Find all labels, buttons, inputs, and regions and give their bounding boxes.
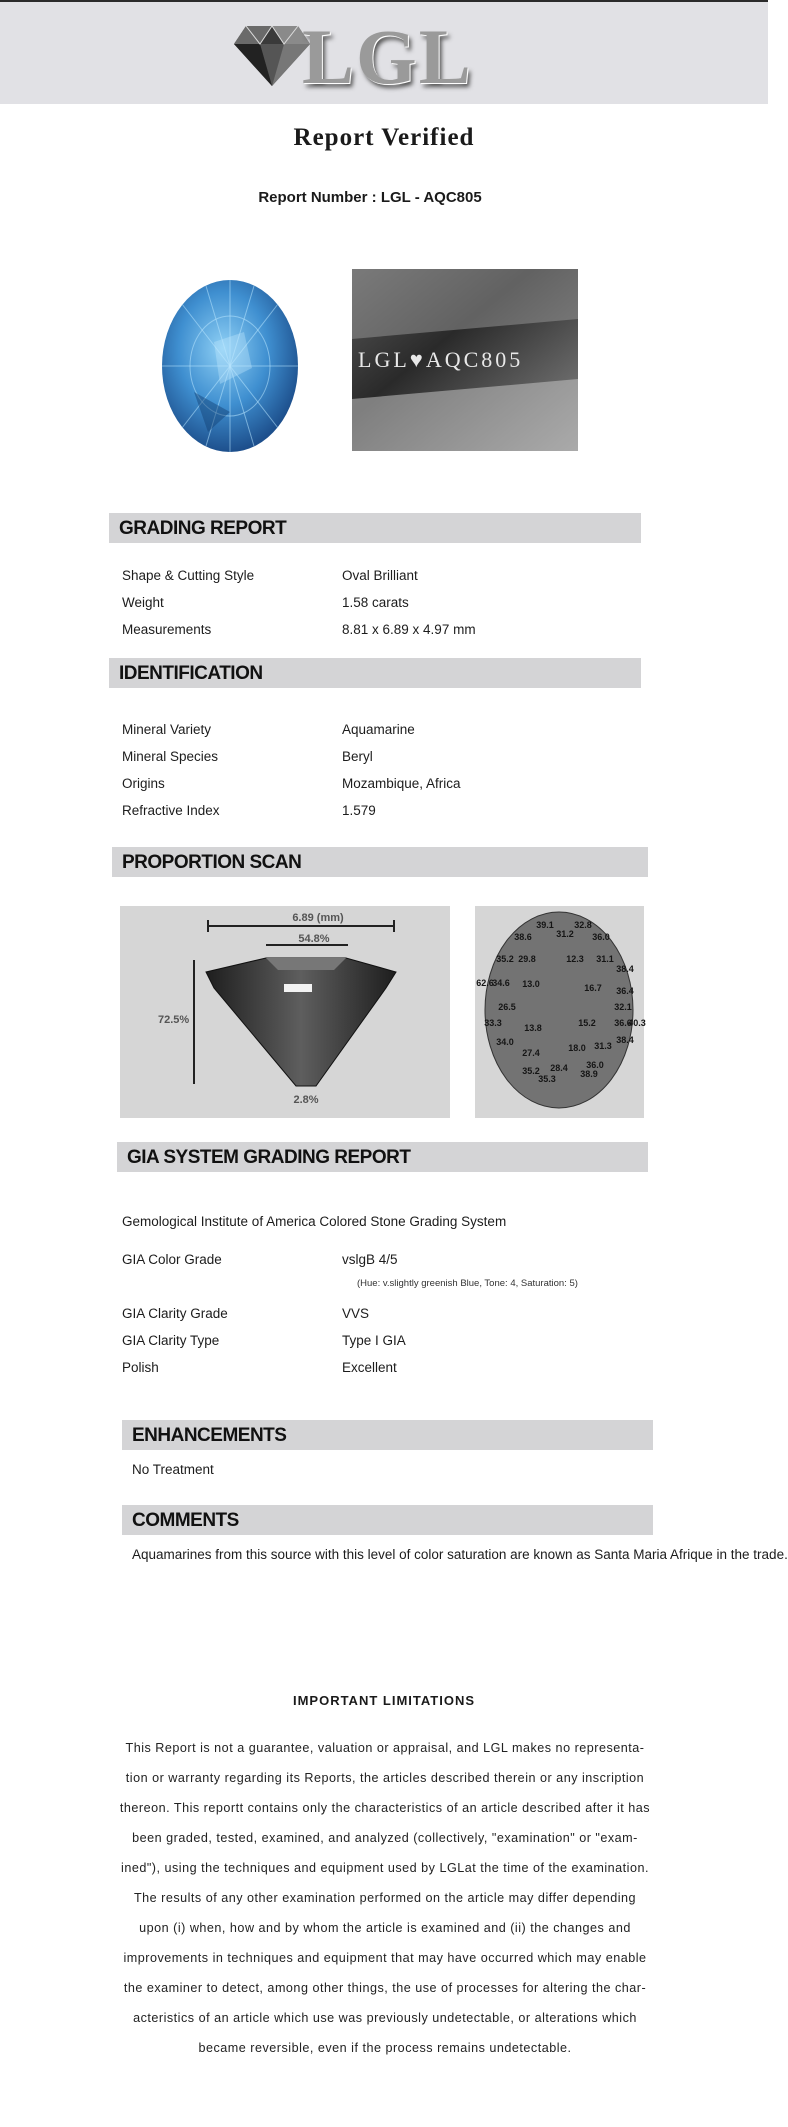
limitations-line: acteristics of an article which use was previously undetectable, or alterations which <box>133 2011 637 2025</box>
row-value: 8.81 x 6.89 x 4.97 mm <box>342 622 476 637</box>
row-label: Origins <box>122 776 165 791</box>
row-value: Beryl <box>342 749 373 764</box>
top-view-value: 38.4 <box>616 964 634 974</box>
profile-culet-label: 2.8% <box>293 1094 319 1106</box>
top-view-value: 12.3 <box>566 954 584 964</box>
row-label: Mineral Variety <box>122 722 212 737</box>
top-view-value: 35.3 <box>538 1074 556 1084</box>
row-label: Measurements <box>122 622 212 637</box>
comments-heading: COMMENTS <box>122 1505 653 1535</box>
top-view-value: 31.2 <box>556 929 574 939</box>
row-value: vslgB 4/5 <box>342 1252 398 1267</box>
inscription-text: LGL♥AQC805 <box>358 347 524 372</box>
row-label: GIA Color Grade <box>122 1252 222 1267</box>
row-label: Shape & Cutting Style <box>122 568 255 583</box>
limitations-heading: IMPORTANT LIMITATIONS <box>292 1693 476 1708</box>
top-view-value: 36.6 <box>614 1018 632 1028</box>
logo-text: LGL <box>302 13 473 100</box>
top-view-value: 38.4 <box>616 1035 634 1045</box>
row-value: Excellent <box>342 1360 397 1375</box>
profile-diagram <box>120 906 450 1118</box>
row-value: Type I GIA <box>342 1333 406 1348</box>
row-label: Weight <box>122 595 164 610</box>
limitations-line: thereon. This reportt contains only the characteristics of an article described after it has <box>119 1801 651 1815</box>
diamond-logo-icon <box>232 22 312 88</box>
comments-clip <box>0 1540 788 1570</box>
limitations-line: tion or warranty regarding its Reports, the articles described therein or any inscription <box>125 1771 645 1785</box>
grading-report-heading: GRADING REPORT <box>109 513 641 543</box>
header-bar <box>0 0 768 104</box>
row-value: Mozambique, Africa <box>342 776 461 791</box>
top-view-value: 35.2 <box>496 954 514 964</box>
laser-inscription-photo <box>352 269 578 451</box>
row-label: GIA Clarity Type <box>122 1333 220 1348</box>
limitations-line: became reversible, even if the process remains undetectable. <box>198 2041 572 2055</box>
identification-heading: IDENTIFICATION <box>109 658 641 688</box>
top-view-value: 31.1 <box>596 954 614 964</box>
top-view-value: 35.2 <box>522 1066 540 1076</box>
top-view-value: 36.0 <box>592 932 610 942</box>
profile-width-label: 6.89 (mm) <box>292 912 344 924</box>
row-value: Oval Brilliant <box>342 568 418 583</box>
row-value: 1.58 carats <box>342 595 409 610</box>
top-view-value: 38.9 <box>580 1069 598 1079</box>
top-view-value: 18.0 <box>568 1043 586 1053</box>
top-view-value: 34.0 <box>496 1037 514 1047</box>
limitations-line: been graded, tested, examined, and analyzed (collectively, "examination" or "exam- <box>132 1831 638 1845</box>
top-view-value: 27.4 <box>522 1048 540 1058</box>
top-view-value: 16.7 <box>584 983 602 993</box>
limitations-body <box>118 1733 652 2063</box>
row-value: 1.579 <box>342 803 376 818</box>
top-view-value: 36.4 <box>616 986 634 996</box>
top-view-value: 13.8 <box>524 1023 542 1033</box>
row-value: Aquamarine <box>342 722 415 737</box>
top-view-value: 62.6 <box>476 978 494 988</box>
enhancements-heading: ENHANCEMENTS <box>122 1420 653 1450</box>
limitations-line: improvements in techniques and equipment that may have occurred which may enable <box>123 1951 647 1965</box>
top-view-value: 34.6 <box>492 978 510 988</box>
top-view-value: 40.3 <box>628 1018 646 1028</box>
top-view-diagram <box>475 906 644 1118</box>
top-view-value: 28.4 <box>550 1063 568 1073</box>
profile-depth-label: 72.5% <box>158 1014 190 1026</box>
gia-heading: GIA SYSTEM GRADING REPORT <box>117 1142 648 1172</box>
profile-table-label: 54.8% <box>298 933 330 945</box>
top-view-value: 15.2 <box>578 1018 596 1028</box>
limitations-line: The results of any other examination performed on the article may differ depending <box>133 1891 637 1905</box>
gem-photo <box>134 272 326 460</box>
limitations-line: upon (i) when, how and by whom the article is examined and (ii) the changes and <box>139 1921 631 1935</box>
gia-color-note: (Hue: v.slightly greenish Blue, Tone: 4, Saturation: 5) <box>357 1278 578 1289</box>
proportion-scan-heading: PROPORTION SCAN <box>112 847 648 877</box>
top-view-value: 36.0 <box>586 1060 604 1070</box>
row-label: Refractive Index <box>122 803 220 818</box>
top-view-value: 29.8 <box>518 954 536 964</box>
row-label: GIA Clarity Grade <box>122 1306 228 1321</box>
limitations-line: the examiner to detect, among other things, the use of processes for altering the char- <box>123 1981 647 1995</box>
top-view-value: 13.0 <box>522 979 540 989</box>
top-view-value: 26.5 <box>498 1002 516 1012</box>
row-value: VVS <box>342 1306 370 1321</box>
top-view-value: 32.1 <box>614 1002 632 1012</box>
top-view-value: 32.8 <box>574 920 592 930</box>
aquamarine-stone-image <box>134 272 326 460</box>
lgl-logo[interactable] <box>232 13 492 100</box>
limitations-line: ined"), using the techniques and equipment used by LGLat the time of the examination. <box>121 1861 649 1875</box>
top-view-value: 38.6 <box>514 932 532 942</box>
top-view-value: 39.1 <box>536 920 554 930</box>
top-view-value: 31.3 <box>594 1041 612 1051</box>
page-title: Report Verified <box>293 124 475 151</box>
report-number: Report Number : LGL - AQC805 <box>258 189 482 206</box>
limitations-line: This Report is not a guarantee, valuation or appraisal, and LGL makes no representa- <box>125 1741 645 1755</box>
row-label: Mineral Species <box>122 749 219 764</box>
top-view-value: 33.3 <box>484 1018 502 1028</box>
row-label: Polish <box>122 1360 159 1375</box>
comments-text: Aquamarines from this source with this level of color saturation are known as Santa Maria Afrique in the trade. <box>132 1547 788 1562</box>
